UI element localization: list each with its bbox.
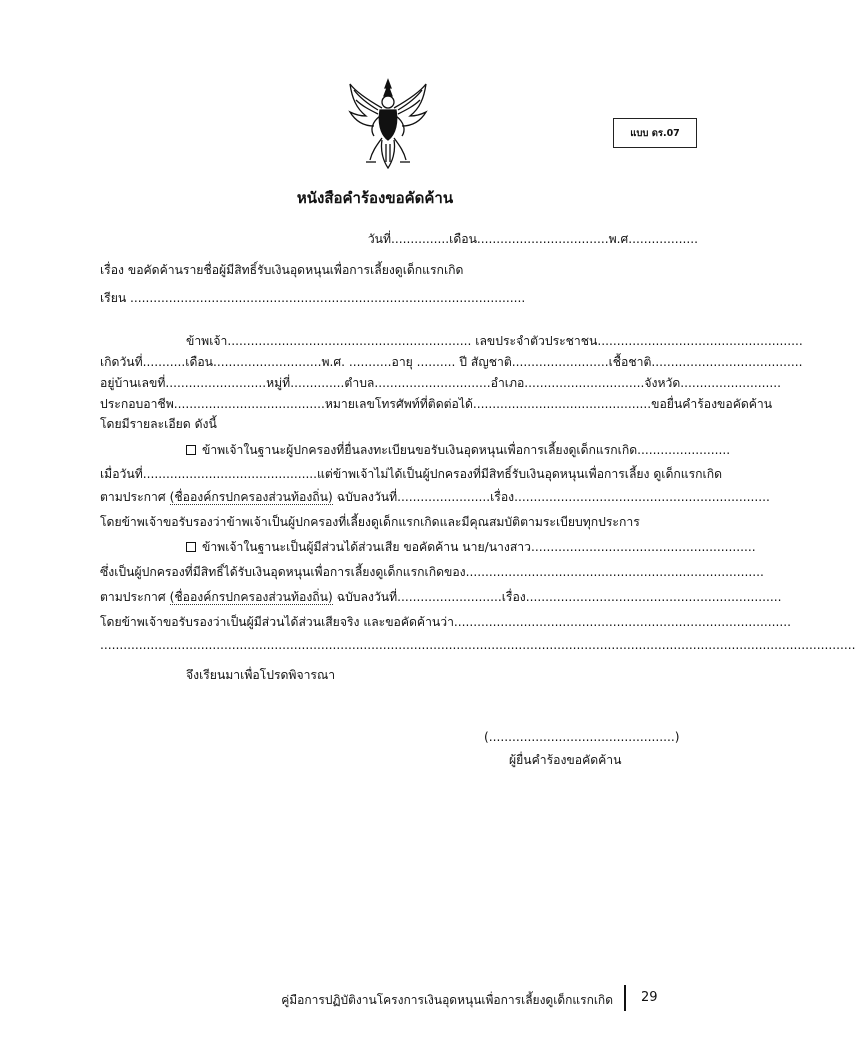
option-1-line-4: โดยข้าพเจ้าขอรับรองว่าข้าพเจ้าเป็นผู้ปกครองที่เลี้ยงดูเด็กแรกเกิดและมีคุณสมบัติตามระเบียบทุกประการ (100, 515, 640, 529)
local-org-name: (ชื่อองค์กรปกครองส่วนท้องถิ่น) (169, 490, 333, 504)
subject-line: เรื่อง ขอคัดค้านรายชื่อผู้มีสิทธิ์รับเงินอุดหนุนเพื่อการเลี้ยงดูเด็กแรกเกิด (100, 263, 464, 277)
to-line: เรียน ...................................................................................................... (100, 291, 526, 305)
signature-name-line: (................................................) (484, 730, 680, 744)
option-2-row (186, 539, 756, 555)
option-2-line-3 (100, 589, 781, 605)
option-2-label: ข้าพเจ้าในฐานะเป็นผู้มีส่วนได้ส่วนเสีย ขอคัดค้าน นาย/นางสาว.......................................................... (202, 540, 756, 554)
page-number: 29 (641, 990, 658, 1005)
birth-info-line: เกิดวันที่...........เดือน............................พ.ศ. ...........อายุ .......... ปี สัญชาติ.........................เชื้อชาติ....................................... (100, 355, 803, 369)
option-1-line-2: เมื่อวันที่.............................................แต่ข้าพเจ้าไม่ได้เป็นผู้ปกครองที่มีสิทธิ์รับเงินอุดหนุนเพื่อการเลี้ยง ดูเด็กแรกเกิด (100, 467, 722, 481)
option-1-checkbox[interactable] (186, 445, 196, 455)
signature-role: ผู้ยื่นคำร้องขอคัดค้าน (509, 753, 622, 767)
form-code: แบบ ดร.07 (630, 127, 680, 139)
option-2-checkbox[interactable] (186, 542, 196, 552)
option-2-line-5: ................................................................................................................................................................................................... (100, 638, 855, 652)
option-1-label: ข้าพเจ้าในฐานะผู้ปกครองที่ยื่นลงทะเบียนขอรับเงินอุดหนุนเพื่อการเลี้ยงดูเด็กแรกเกิด........................ (202, 443, 731, 457)
form-code-box (613, 118, 697, 148)
option-2-line-2: ซึ่งเป็นผู้ปกครองที่มีสิทธิ์ได้รับเงินอุดหนุนเพื่อการเลี้ยงดูเด็กแรกเกิดของ............................................................................. (100, 565, 764, 579)
applicant-name-line: ข้าพเจ้า............................................................... เลขประจำตัวประชาชน..................................................... (186, 334, 803, 348)
date-line: วันที่...............เดือน..................................พ.ศ.................. (367, 232, 698, 246)
footer-divider (624, 985, 626, 1011)
announcement-date: ฉบับลงวันที่........................เรื่อง.................................................................. (336, 490, 770, 504)
details-intro: โดยมีรายละเอียด ดังนี้ (100, 417, 217, 431)
closing-line: จึงเรียนมาเพื่อโปรดพิจารณา (186, 668, 336, 682)
document-title: หนังสือคำร้องขอคัดค้าน (296, 189, 454, 207)
footer-text: คู่มือการปฏิบัติงานโครงการเงินอุดหนุนเพื่อการเลี้ยงดูเด็กแรกเกิด (281, 993, 613, 1007)
local-org-name: (ชื่อองค์กรปกครองส่วนท้องถิ่น) (169, 590, 333, 604)
option-1-line-3 (100, 489, 770, 505)
announcement-date: ฉบับลงวันที่...........................เรื่อง.................................................................. (336, 590, 782, 604)
announcement-prefix: ตามประกาศ (100, 490, 166, 504)
announcement-prefix: ตามประกาศ (100, 590, 166, 604)
option-1-row (186, 442, 730, 458)
garuda-emblem-icon (346, 78, 430, 170)
address-line: อยู่บ้านเลขที่..........................หมู่ที่..............ตำบล..............................อำเภอ...............................จังหวัด.......................... (100, 376, 782, 390)
option-2-line-4: โดยข้าพเจ้าขอรับรองว่าเป็นผู้มีส่วนได้ส่วนเสียจริง และขอคัดค้านว่า....................................................................................... (100, 615, 791, 629)
occupation-line: ประกอบอาชีพ.......................................หมายเลขโทรศัพท์ที่ติดต่อได้..............................................ขอยื่นคำร้องขอคัดค้าน (100, 397, 773, 411)
